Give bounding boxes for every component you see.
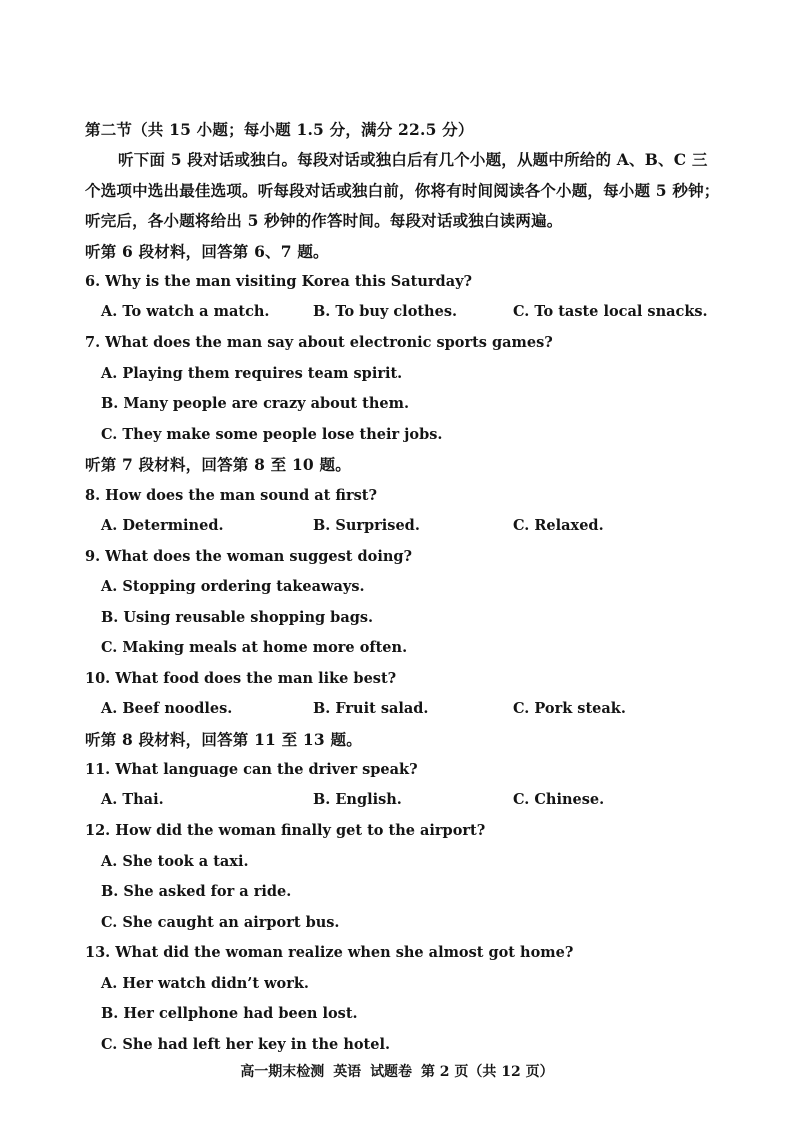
q11-option-a: A. Thai. xyxy=(101,791,164,808)
question-13-stem: 13. What did the woman realize when she almost got home? xyxy=(85,944,574,961)
question-10-options xyxy=(85,696,734,722)
q7-option-a: A. Playing them requires team spirit. xyxy=(101,365,403,382)
q9-option-b: B. Using reusable shopping bags. xyxy=(101,609,374,626)
q8-option-b: B. Surprised. xyxy=(313,517,420,534)
q10-option-b: B. Fruit salad. xyxy=(313,700,429,717)
footer-page-number: 第 2 页（共 12 页） xyxy=(420,1064,554,1080)
page-footer xyxy=(0,1060,794,1084)
q6-option-a: A. To watch a match. xyxy=(101,303,270,320)
question-10-stem: 10. What food does the man like best? xyxy=(85,670,397,687)
question-6-stem: 6. Why is the man visiting Korea this Saturday? xyxy=(85,273,473,290)
q11-option-c: C. Chinese. xyxy=(513,791,605,808)
q6-option-c: C. To taste local snacks. xyxy=(513,303,708,320)
q13-option-a: A. Her watch didn’t work. xyxy=(101,975,309,992)
q6-option-b: B. To buy clothes. xyxy=(313,303,458,320)
q10-option-c: C. Pork steak. xyxy=(513,700,626,717)
question-12-stem: 12. How did the woman finally get to the airport? xyxy=(85,822,486,839)
instruction-line-2: 个选项中选出最佳选项。听每段对话或独白前，你将有时间阅读各个小题，每小题 5 秒钟； xyxy=(85,181,720,200)
q13-option-c: C. She had left her key in the hotel. xyxy=(101,1036,391,1053)
question-8-stem: 8. How does the man sound at first? xyxy=(85,487,377,504)
q7-option-c: C. They make some people lose their jobs. xyxy=(101,426,443,443)
question-11-stem: 11. What language can the driver speak? xyxy=(85,761,418,778)
q9-option-c: C. Making meals at home more often. xyxy=(101,639,408,656)
q12-option-a: A. She took a taxi. xyxy=(101,853,249,870)
footer-subject: 英语 xyxy=(333,1064,362,1080)
material-heading-6: 听第 6 段材料，回答第 6、7 题。 xyxy=(85,242,329,261)
q12-option-b: B. She asked for a ride. xyxy=(101,883,292,900)
question-7-stem: 7. What does the man say about electronic sports games? xyxy=(85,334,553,351)
footer-exam-name: 高一期末检测 xyxy=(240,1064,325,1080)
q8-option-a: A. Determined. xyxy=(101,517,224,534)
footer-paper-type: 试题卷 xyxy=(370,1064,413,1080)
q13-option-b: B. Her cellphone had been lost. xyxy=(101,1005,358,1022)
q10-option-a: A. Beef noodles. xyxy=(101,700,233,717)
question-9-stem: 9. What does the woman suggest doing? xyxy=(85,548,413,565)
material-heading-8: 听第 8 段材料，回答第 11 至 13 题。 xyxy=(85,730,362,749)
material-heading-7: 听第 7 段材料，回答第 8 至 10 题。 xyxy=(85,455,351,474)
q7-option-b: B. Many people are crazy about them. xyxy=(101,395,409,412)
q9-option-a: A. Stopping ordering takeaways. xyxy=(101,578,365,595)
question-11-options xyxy=(85,787,734,813)
question-6-options xyxy=(85,299,734,325)
question-8-options xyxy=(85,513,734,539)
q8-option-c: C. Relaxed. xyxy=(513,517,604,534)
q12-option-c: C. She caught an airport bus. xyxy=(101,914,340,931)
q11-option-b: B. English. xyxy=(313,791,402,808)
instruction-line-3: 听完后，各小题将给出 5 秒钟的作答时间。每段对话或独白读两遍。 xyxy=(85,211,563,230)
section-title: 第二节（共 15 小题；每小题 1.5 分，满分 22.5 分） xyxy=(85,120,474,139)
instruction-line-1: 听下面 5 段对话或独白。每段对话或独白后有几个小题，从题中所给的 A、B、C 三 xyxy=(118,150,708,169)
